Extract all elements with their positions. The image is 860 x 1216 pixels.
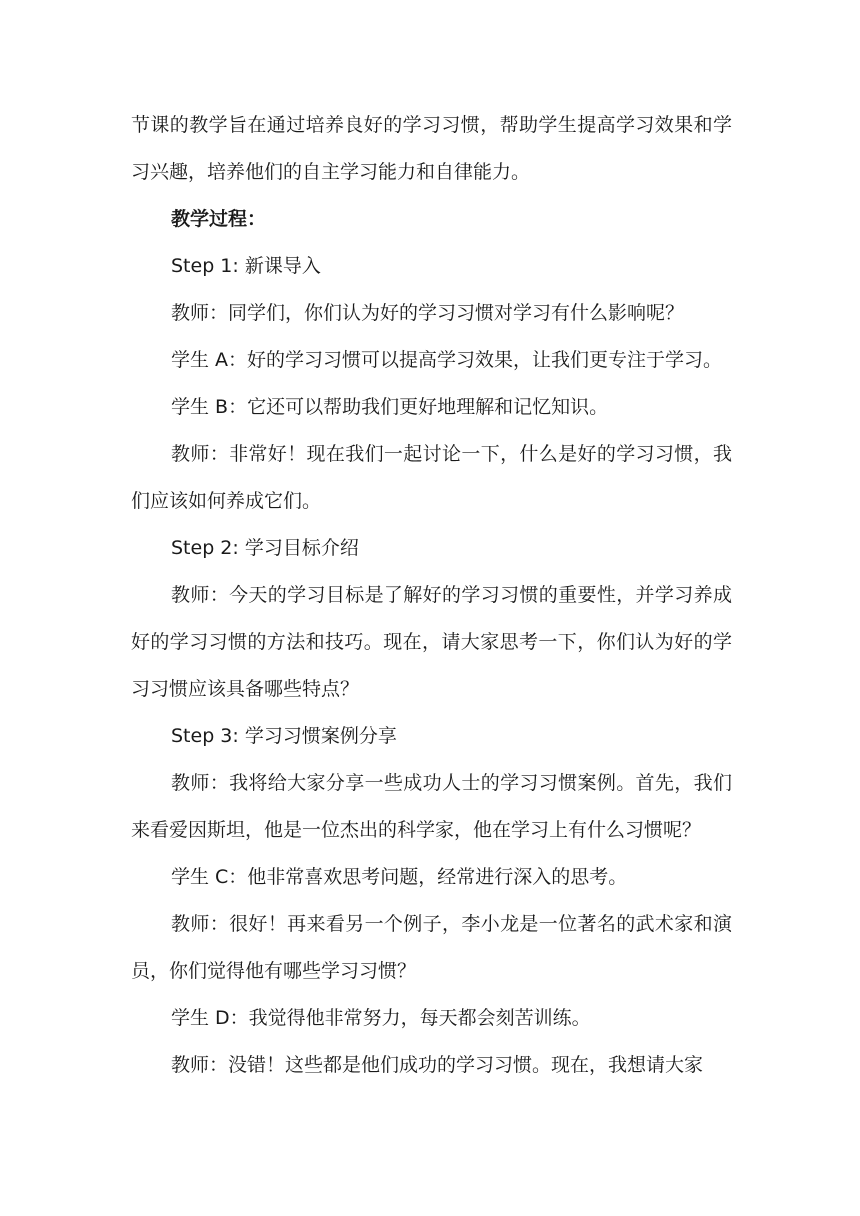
teacher-line: 教师：同学们，你们认为好的学习习惯对学习有什么影响呢？ [171,302,685,324]
step-3-heading: Step 3: 学习习惯案例分享 [171,725,397,747]
teacher-line: 教师：很好！再来看另一个例子，李小龙是一位著名的武术家和演员，你们觉得他有哪些学习习惯？ [131,913,732,982]
student-c-line: 学生 C：他非常喜欢思考问题，经常进行深入的思考。 [171,866,628,888]
student-d-line: 学生 D：我觉得他非常努力，每天都会刻苦训练。 [171,1007,591,1029]
student-b-line: 学生 B：它还可以帮助我们更好地理解和记忆知识。 [171,396,609,418]
teacher-line: 教师：没错！这些都是他们成功的学习习惯。现在，我想请大家 [171,1054,704,1076]
step-1-heading: Step 1: 新课导入 [171,255,321,277]
intro-paragraph: 节课的教学旨在通过培养良好的学习习惯，帮助学生提高学习效果和学习兴趣，培养他们的自主学习能力和自律能力。 [131,114,732,183]
teaching-process-heading: 教学过程： [171,208,267,230]
teacher-line: 教师：我将给大家分享一些成功人士的学习习惯案例。首先，我们来看爱因斯坦，他是一位杰出的科学家，他在学习上有什么习惯呢？ [131,772,732,841]
teacher-line: 教师：今天的学习目标是了解好的学习习惯的重要性，并学习养成好的学习习惯的方法和技巧。现在，请大家思考一下，你们认为好的学习习惯应该具备哪些特点？ [131,584,732,700]
student-a-line: 学生 A：好的学习习惯可以提高学习效果，让我们更专注于学习。 [171,349,723,371]
teacher-line: 教师：非常好！现在我们一起讨论一下，什么是好的学习习惯，我们应该如何养成它们。 [131,443,732,512]
step-2-heading: Step 2: 学习目标介绍 [171,537,359,559]
document-page [131,102,732,1089]
